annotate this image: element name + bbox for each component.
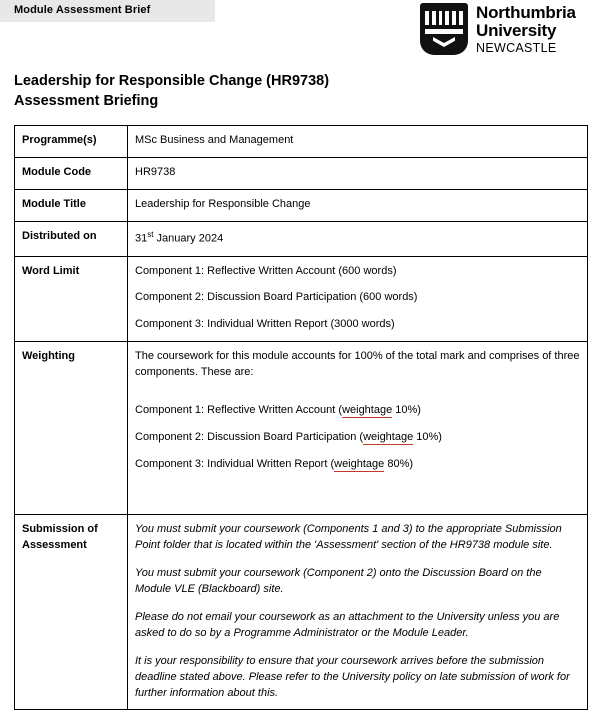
distributed-rest: January 2024 <box>153 232 224 245</box>
spacer <box>135 392 580 403</box>
submission-label-line-1: Submission of <box>22 523 98 536</box>
row-label-word-limit: Word Limit <box>15 256 128 342</box>
module-assessment-brief-label: Module Assessment Brief <box>14 4 151 16</box>
row-value-submission <box>128 515 588 710</box>
submission-paragraph: You must submit your coursework (Component 2) onto the Discussion Board on the Module VLE (Blackboard) site. <box>135 566 542 595</box>
weighting-intro: The coursework for this module accounts for 100% of the total mark and comprises of three components. These are: <box>135 350 580 379</box>
weighting-component-prefix: Component 1: Reflective Written Account ( <box>135 404 343 417</box>
table-row <box>15 221 588 256</box>
crest-bars <box>425 11 463 25</box>
row-label-module-code: Module Code <box>15 158 128 190</box>
spacer <box>135 279 580 290</box>
row-value-distributed-on <box>128 221 588 256</box>
page-title <box>14 72 534 111</box>
table-row <box>15 190 588 222</box>
spacer <box>135 495 580 506</box>
word-limit-line: Component 2: Discussion Board Participation (600 words) <box>135 291 418 304</box>
table-row <box>15 342 588 515</box>
word-limit-line: Component 3: Individual Written Report (3000 words) <box>135 318 395 331</box>
table-row <box>15 256 588 342</box>
distributed-day: 31 <box>135 232 148 245</box>
weighting-component-suffix: 10%) <box>392 404 421 417</box>
university-logo <box>420 3 576 55</box>
spacer <box>135 473 580 484</box>
row-value-module-code: HR9738 <box>128 158 588 190</box>
weighting-component-suffix: 10%) <box>413 431 442 444</box>
submission-paragraph: It is your responsibility to ensure that your coursework arrives before the submission deadline stated above. Please refer to the University policy on late submission of work for further information about this. <box>135 654 570 699</box>
crest-band <box>425 29 463 34</box>
submission-paragraphs <box>135 522 580 701</box>
weighting-component <box>135 430 580 446</box>
row-value-word-limit <box>128 256 588 342</box>
row-value-weighting <box>128 342 588 515</box>
row-value-programme: MSc Business and Management <box>128 126 588 158</box>
row-label-weighting: Weighting <box>15 342 128 515</box>
weighting-component <box>135 457 580 473</box>
weighting-component <box>135 403 580 419</box>
weighting-component-prefix: Component 2: Discussion Board Participation ( <box>135 431 364 444</box>
crest-chevron <box>433 37 455 47</box>
row-label-module-title: Module Title <box>15 190 128 222</box>
spacer <box>135 484 580 495</box>
spacer <box>135 306 580 317</box>
row-label-distributed-on: Distributed on <box>15 221 128 256</box>
weighting-annotation: weightage <box>363 431 414 444</box>
logo-line-1: Northumbria <box>476 3 576 22</box>
university-wordmark <box>476 3 576 55</box>
page-title-line-2: Assessment Briefing <box>14 92 159 109</box>
university-crest-icon <box>420 3 468 55</box>
assessment-brief-table <box>14 125 588 710</box>
row-label-programme: Programme(s) <box>15 126 128 158</box>
weighting-component-prefix: Component 3: Individual Written Report ( <box>135 458 335 471</box>
submission-paragraph: Please do not email your coursework as an attachment to the University unless you are asked to do so by a Programme Administrator or the Module Leader. <box>135 610 560 639</box>
distributed-ordinal: st <box>147 229 154 239</box>
weighting-annotation: weightage <box>342 404 393 417</box>
weighting-annotation: weightage <box>334 458 385 471</box>
logo-line-3: NEWCASTLE <box>476 41 557 55</box>
word-limit-line: Component 1: Reflective Written Account (600 words) <box>135 264 397 277</box>
table-row <box>15 158 588 190</box>
submission-paragraph: You must submit your coursework (Components 1 and 3) to the appropriate Submission Point folder that is located within the 'Assessment' section of the HR9738 module site. <box>135 523 562 551</box>
logo-line-2: University <box>476 21 557 40</box>
spacer <box>135 381 580 392</box>
submission-label-line-2: Assessment <box>22 538 87 551</box>
document-header <box>0 0 601 62</box>
spacer <box>135 419 580 430</box>
table-row <box>15 126 588 158</box>
row-value-module-title: Leadership for Responsible Change <box>128 190 588 222</box>
weighting-component-suffix: 80%) <box>384 458 414 471</box>
row-label-submission <box>15 515 128 710</box>
table-row <box>15 515 588 710</box>
page-title-line-1: Leadership for Responsible Change (HR9738) <box>14 73 330 89</box>
spacer <box>135 446 580 457</box>
